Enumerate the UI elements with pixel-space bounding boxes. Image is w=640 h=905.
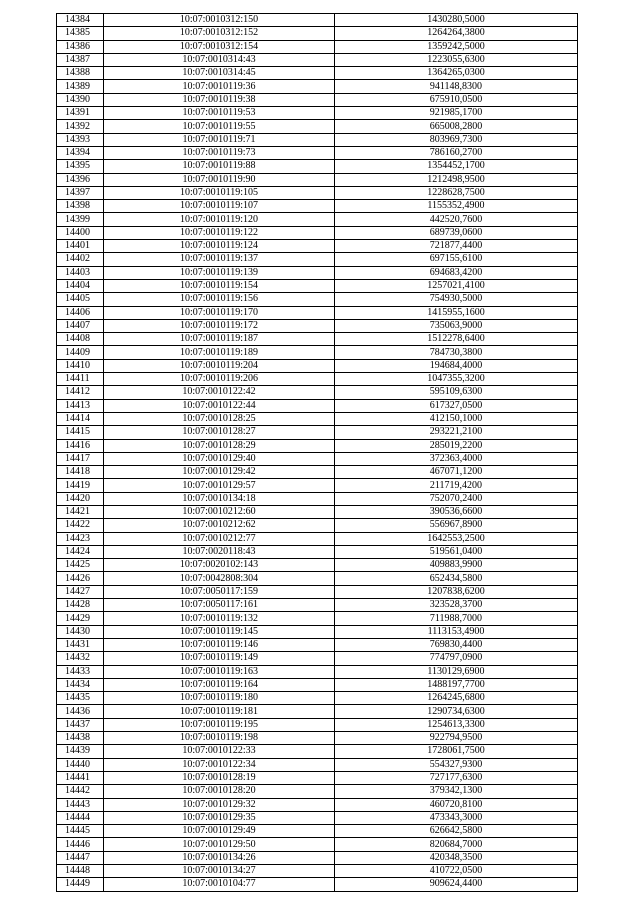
table-row <box>57 612 578 625</box>
value-cell: 803969,7300 <box>335 133 578 146</box>
cadastral-number-cell: 10:07:0010119:145 <box>104 625 335 638</box>
value-cell: 754930,5000 <box>335 293 578 306</box>
cadastral-number-cell: 10:07:0010119:164 <box>104 678 335 691</box>
value-cell: 922794,9500 <box>335 732 578 745</box>
value-cell: 1430280,5000 <box>335 14 578 27</box>
value-cell: 519561,0400 <box>335 545 578 558</box>
row-number-cell: 14432 <box>57 652 104 665</box>
row-number-cell: 14447 <box>57 851 104 864</box>
value-cell: 1228628,7500 <box>335 186 578 199</box>
value-cell: 473343,3000 <box>335 811 578 824</box>
row-number-cell: 14421 <box>57 505 104 518</box>
cadastral-number-cell: 10:07:0010119:206 <box>104 373 335 386</box>
cadastral-number-cell: 10:07:0010119:172 <box>104 319 335 332</box>
row-number-cell: 14389 <box>57 80 104 93</box>
table-row <box>57 240 578 253</box>
table-row <box>57 718 578 731</box>
value-cell: 390536,6600 <box>335 505 578 518</box>
table-row <box>57 412 578 425</box>
cadastral-number-cell: 10:07:0050117:159 <box>104 585 335 598</box>
cadastral-number-cell: 10:07:0010119:154 <box>104 279 335 292</box>
cadastral-number-cell: 10:07:0010129:57 <box>104 479 335 492</box>
row-number-cell: 14446 <box>57 838 104 851</box>
row-number-cell: 14419 <box>57 479 104 492</box>
value-cell: 652434,5800 <box>335 572 578 585</box>
row-number-cell: 14442 <box>57 785 104 798</box>
row-number-cell: 14437 <box>57 718 104 731</box>
value-cell: 697155,6100 <box>335 253 578 266</box>
table-row <box>57 452 578 465</box>
value-cell: 442520,7600 <box>335 213 578 226</box>
cadastral-number-cell: 10:07:0010212:77 <box>104 532 335 545</box>
table-row <box>57 359 578 372</box>
row-number-cell: 14426 <box>57 572 104 585</box>
cadastral-number-cell: 10:07:0010119:124 <box>104 240 335 253</box>
value-cell: 1207838,6200 <box>335 585 578 598</box>
row-number-cell: 14436 <box>57 705 104 718</box>
row-number-cell: 14406 <box>57 306 104 319</box>
table-row <box>57 519 578 532</box>
table-row <box>57 745 578 758</box>
row-number-cell: 14420 <box>57 492 104 505</box>
cadastral-number-cell: 10:07:0010119:36 <box>104 80 335 93</box>
cadastral-number-cell: 10:07:0010119:198 <box>104 732 335 745</box>
row-number-cell: 14395 <box>57 160 104 173</box>
value-cell: 293221,2100 <box>335 426 578 439</box>
row-number-cell: 14390 <box>57 93 104 106</box>
table-row <box>57 439 578 452</box>
value-cell: 1257021,4100 <box>335 279 578 292</box>
table-row <box>57 559 578 572</box>
value-cell: 420348,3500 <box>335 851 578 864</box>
row-number-cell: 14416 <box>57 439 104 452</box>
table-row <box>57 785 578 798</box>
table-row <box>57 585 578 598</box>
table-row <box>57 532 578 545</box>
row-number-cell: 14431 <box>57 638 104 651</box>
cadastral-number-cell: 10:07:0010122:33 <box>104 745 335 758</box>
cadastral-number-cell: 10:07:0010134:18 <box>104 492 335 505</box>
cadastral-number-cell: 10:07:0010119:189 <box>104 346 335 359</box>
cadastral-number-cell: 10:07:0010129:49 <box>104 825 335 838</box>
table-row <box>57 625 578 638</box>
table-row <box>57 851 578 864</box>
row-number-cell: 14448 <box>57 865 104 878</box>
value-cell: 909624,4400 <box>335 878 578 891</box>
row-number-cell: 14401 <box>57 240 104 253</box>
value-cell: 1364265,0300 <box>335 67 578 80</box>
row-number-cell: 14405 <box>57 293 104 306</box>
cadastral-number-cell: 10:07:0010119:149 <box>104 652 335 665</box>
table-row <box>57 186 578 199</box>
value-cell: 595109,6300 <box>335 386 578 399</box>
table-row <box>57 652 578 665</box>
value-cell: 1359242,5000 <box>335 40 578 53</box>
table-row <box>57 638 578 651</box>
row-number-cell: 14439 <box>57 745 104 758</box>
cadastral-number-cell: 10:07:0010119:38 <box>104 93 335 106</box>
row-number-cell: 14427 <box>57 585 104 598</box>
value-cell: 554327,9300 <box>335 758 578 771</box>
cadastral-number-cell: 10:07:0010128:25 <box>104 412 335 425</box>
cadastral-number-cell: 10:07:0042808:304 <box>104 572 335 585</box>
row-number-cell: 14435 <box>57 692 104 705</box>
table-row <box>57 665 578 678</box>
row-number-cell: 14404 <box>57 279 104 292</box>
table-row <box>57 200 578 213</box>
value-cell: 1155352,4900 <box>335 200 578 213</box>
value-cell: 617327,0500 <box>335 399 578 412</box>
cadastral-number-cell: 10:07:0010129:40 <box>104 452 335 465</box>
value-cell: 1047355,3200 <box>335 373 578 386</box>
table-row <box>57 173 578 186</box>
table-row <box>57 771 578 784</box>
value-cell: 1264245,6800 <box>335 692 578 705</box>
value-cell: 784730,3800 <box>335 346 578 359</box>
value-cell: 820684,7000 <box>335 838 578 851</box>
table-row <box>57 306 578 319</box>
table-row <box>57 226 578 239</box>
value-cell: 675910,0500 <box>335 93 578 106</box>
value-cell: 410722,0500 <box>335 865 578 878</box>
cadastral-number-cell: 10:07:0010119:180 <box>104 692 335 705</box>
row-number-cell: 14411 <box>57 373 104 386</box>
row-number-cell: 14387 <box>57 53 104 66</box>
table-row <box>57 279 578 292</box>
value-cell: 379342,1300 <box>335 785 578 798</box>
cadastral-number-cell: 10:07:0010119:187 <box>104 333 335 346</box>
table-row <box>57 213 578 226</box>
value-cell: 1728061,7500 <box>335 745 578 758</box>
row-number-cell: 14422 <box>57 519 104 532</box>
cadastral-number-cell: 10:07:0010129:50 <box>104 838 335 851</box>
cadastral-number-cell: 10:07:0010119:73 <box>104 146 335 159</box>
row-number-cell: 14385 <box>57 27 104 40</box>
table-row <box>57 678 578 691</box>
cadastral-number-cell: 10:07:0010212:60 <box>104 505 335 518</box>
row-number-cell: 14443 <box>57 798 104 811</box>
value-cell: 786160,2700 <box>335 146 578 159</box>
row-number-cell: 14399 <box>57 213 104 226</box>
table-row <box>57 572 578 585</box>
row-number-cell: 14402 <box>57 253 104 266</box>
table-row <box>57 346 578 359</box>
value-cell: 721877,4400 <box>335 240 578 253</box>
table-row <box>57 838 578 851</box>
table-row <box>57 758 578 771</box>
value-cell: 1113153,4900 <box>335 625 578 638</box>
table-row <box>57 865 578 878</box>
cadastral-number-cell: 10:07:0020102:143 <box>104 559 335 572</box>
table-row <box>57 293 578 306</box>
table-row <box>57 120 578 133</box>
value-cell: 735063,9000 <box>335 319 578 332</box>
cadastral-number-cell: 10:07:0010312:150 <box>104 14 335 27</box>
table-row <box>57 732 578 745</box>
row-number-cell: 14397 <box>57 186 104 199</box>
value-cell: 1223055,6300 <box>335 53 578 66</box>
cadastral-number-cell: 10:07:0010119:163 <box>104 665 335 678</box>
row-number-cell: 14412 <box>57 386 104 399</box>
cadastral-number-cell: 10:07:0010119:90 <box>104 173 335 186</box>
cadastral-number-cell: 10:07:0010134:26 <box>104 851 335 864</box>
row-number-cell: 14388 <box>57 67 104 80</box>
cadastral-value-table <box>56 13 578 892</box>
cadastral-number-cell: 10:07:0010314:43 <box>104 53 335 66</box>
cadastral-number-cell: 10:07:0010129:35 <box>104 811 335 824</box>
value-cell: 1290734,6300 <box>335 705 578 718</box>
row-number-cell: 14413 <box>57 399 104 412</box>
row-number-cell: 14425 <box>57 559 104 572</box>
table-row <box>57 107 578 120</box>
cadastral-number-cell: 10:07:0010314:45 <box>104 67 335 80</box>
row-number-cell: 14396 <box>57 173 104 186</box>
cadastral-number-cell: 10:07:0050117:161 <box>104 599 335 612</box>
cadastral-number-cell: 10:07:0010119:55 <box>104 120 335 133</box>
table-row <box>57 14 578 27</box>
cadastral-number-cell: 10:07:0010119:146 <box>104 638 335 651</box>
value-cell: 774797,0900 <box>335 652 578 665</box>
cadastral-number-cell: 10:07:0010119:53 <box>104 107 335 120</box>
cadastral-number-cell: 10:07:0010122:34 <box>104 758 335 771</box>
table-row <box>57 399 578 412</box>
table-row <box>57 333 578 346</box>
value-cell: 409883,9900 <box>335 559 578 572</box>
value-cell: 1415955,1600 <box>335 306 578 319</box>
value-cell: 372363,4000 <box>335 452 578 465</box>
table-row <box>57 40 578 53</box>
row-number-cell: 14408 <box>57 333 104 346</box>
value-cell: 769830,4400 <box>335 638 578 651</box>
value-cell: 285019,2200 <box>335 439 578 452</box>
row-number-cell: 14409 <box>57 346 104 359</box>
table-row <box>57 266 578 279</box>
row-number-cell: 14429 <box>57 612 104 625</box>
value-cell: 941148,8300 <box>335 80 578 93</box>
row-number-cell: 14400 <box>57 226 104 239</box>
row-number-cell: 14434 <box>57 678 104 691</box>
table-row <box>57 146 578 159</box>
value-cell: 194684,4000 <box>335 359 578 372</box>
value-cell: 1130129,6900 <box>335 665 578 678</box>
row-number-cell: 14424 <box>57 545 104 558</box>
row-number-cell: 14418 <box>57 466 104 479</box>
row-number-cell: 14423 <box>57 532 104 545</box>
cadastral-number-cell: 10:07:0010119:122 <box>104 226 335 239</box>
row-number-cell: 14417 <box>57 452 104 465</box>
table-row <box>57 67 578 80</box>
value-cell: 727177,6300 <box>335 771 578 784</box>
cadastral-number-cell: 10:07:0010119:107 <box>104 200 335 213</box>
row-number-cell: 14394 <box>57 146 104 159</box>
table-row <box>57 133 578 146</box>
table-row <box>57 160 578 173</box>
value-cell: 1354452,1700 <box>335 160 578 173</box>
value-cell: 626642,5800 <box>335 825 578 838</box>
row-number-cell: 14441 <box>57 771 104 784</box>
value-cell: 460720,8100 <box>335 798 578 811</box>
row-number-cell: 14384 <box>57 14 104 27</box>
value-cell: 665008,2800 <box>335 120 578 133</box>
value-cell: 752070,2400 <box>335 492 578 505</box>
value-cell: 323528,3700 <box>335 599 578 612</box>
row-number-cell: 14414 <box>57 412 104 425</box>
value-cell: 1254613,3300 <box>335 718 578 731</box>
cadastral-number-cell: 10:07:0010128:19 <box>104 771 335 784</box>
cadastral-number-cell: 10:07:0010104:77 <box>104 878 335 891</box>
cadastral-number-cell: 10:07:0010129:32 <box>104 798 335 811</box>
row-number-cell: 14398 <box>57 200 104 213</box>
table-row <box>57 319 578 332</box>
row-number-cell: 14392 <box>57 120 104 133</box>
value-cell: 711988,7000 <box>335 612 578 625</box>
row-number-cell: 14444 <box>57 811 104 824</box>
value-cell: 1264264,3800 <box>335 27 578 40</box>
table-row <box>57 545 578 558</box>
table-row <box>57 599 578 612</box>
table-row <box>57 798 578 811</box>
row-number-cell: 14445 <box>57 825 104 838</box>
cadastral-number-cell: 10:07:0010119:170 <box>104 306 335 319</box>
cadastral-number-cell: 10:07:0010119:71 <box>104 133 335 146</box>
table-body <box>57 14 578 892</box>
table-row <box>57 373 578 386</box>
value-cell: 1512278,6400 <box>335 333 578 346</box>
table-row <box>57 825 578 838</box>
value-cell: 556967,8900 <box>335 519 578 532</box>
cadastral-number-cell: 10:07:0010128:29 <box>104 439 335 452</box>
table-row <box>57 80 578 93</box>
cadastral-number-cell: 10:07:0010212:62 <box>104 519 335 532</box>
cadastral-number-cell: 10:07:0010128:20 <box>104 785 335 798</box>
cadastral-number-cell: 10:07:0010119:105 <box>104 186 335 199</box>
cadastral-number-cell: 10:07:0010312:154 <box>104 40 335 53</box>
value-cell: 1488197,7700 <box>335 678 578 691</box>
cadastral-number-cell: 10:07:0010122:44 <box>104 399 335 412</box>
row-number-cell: 14449 <box>57 878 104 891</box>
row-number-cell: 14428 <box>57 599 104 612</box>
row-number-cell: 14433 <box>57 665 104 678</box>
table-row <box>57 93 578 106</box>
table-row <box>57 479 578 492</box>
table-row <box>57 253 578 266</box>
value-cell: 1642553,2500 <box>335 532 578 545</box>
row-number-cell: 14430 <box>57 625 104 638</box>
table-row <box>57 466 578 479</box>
row-number-cell: 14386 <box>57 40 104 53</box>
table-row <box>57 505 578 518</box>
cadastral-number-cell: 10:07:0010129:42 <box>104 466 335 479</box>
value-cell: 921985,1700 <box>335 107 578 120</box>
cadastral-number-cell: 10:07:0010119:181 <box>104 705 335 718</box>
table-row <box>57 492 578 505</box>
cadastral-number-cell: 10:07:0010119:139 <box>104 266 335 279</box>
table-row <box>57 27 578 40</box>
table-row <box>57 426 578 439</box>
row-number-cell: 14410 <box>57 359 104 372</box>
cadastral-number-cell: 10:07:0010134:27 <box>104 865 335 878</box>
row-number-cell: 14438 <box>57 732 104 745</box>
table-row <box>57 692 578 705</box>
table-row <box>57 53 578 66</box>
cadastral-number-cell: 10:07:0010119:195 <box>104 718 335 731</box>
value-cell: 689739,0600 <box>335 226 578 239</box>
table-row <box>57 386 578 399</box>
cadastral-number-cell: 10:07:0020118:43 <box>104 545 335 558</box>
cadastral-number-cell: 10:07:0010119:132 <box>104 612 335 625</box>
cadastral-number-cell: 10:07:0010119:137 <box>104 253 335 266</box>
cadastral-number-cell: 10:07:0010119:204 <box>104 359 335 372</box>
cadastral-number-cell: 10:07:0010119:156 <box>104 293 335 306</box>
value-cell: 1212498,9500 <box>335 173 578 186</box>
row-number-cell: 14391 <box>57 107 104 120</box>
cadastral-number-cell: 10:07:0010119:88 <box>104 160 335 173</box>
row-number-cell: 14403 <box>57 266 104 279</box>
table-row <box>57 878 578 891</box>
cadastral-number-cell: 10:07:0010128:27 <box>104 426 335 439</box>
row-number-cell: 14393 <box>57 133 104 146</box>
table-row <box>57 811 578 824</box>
value-cell: 211719,4200 <box>335 479 578 492</box>
value-cell: 694683,4200 <box>335 266 578 279</box>
table-row <box>57 705 578 718</box>
value-cell: 467071,1200 <box>335 466 578 479</box>
row-number-cell: 14407 <box>57 319 104 332</box>
row-number-cell: 14440 <box>57 758 104 771</box>
value-cell: 412150,1000 <box>335 412 578 425</box>
cadastral-number-cell: 10:07:0010119:120 <box>104 213 335 226</box>
cadastral-number-cell: 10:07:0010312:152 <box>104 27 335 40</box>
cadastral-number-cell: 10:07:0010122:42 <box>104 386 335 399</box>
row-number-cell: 14415 <box>57 426 104 439</box>
